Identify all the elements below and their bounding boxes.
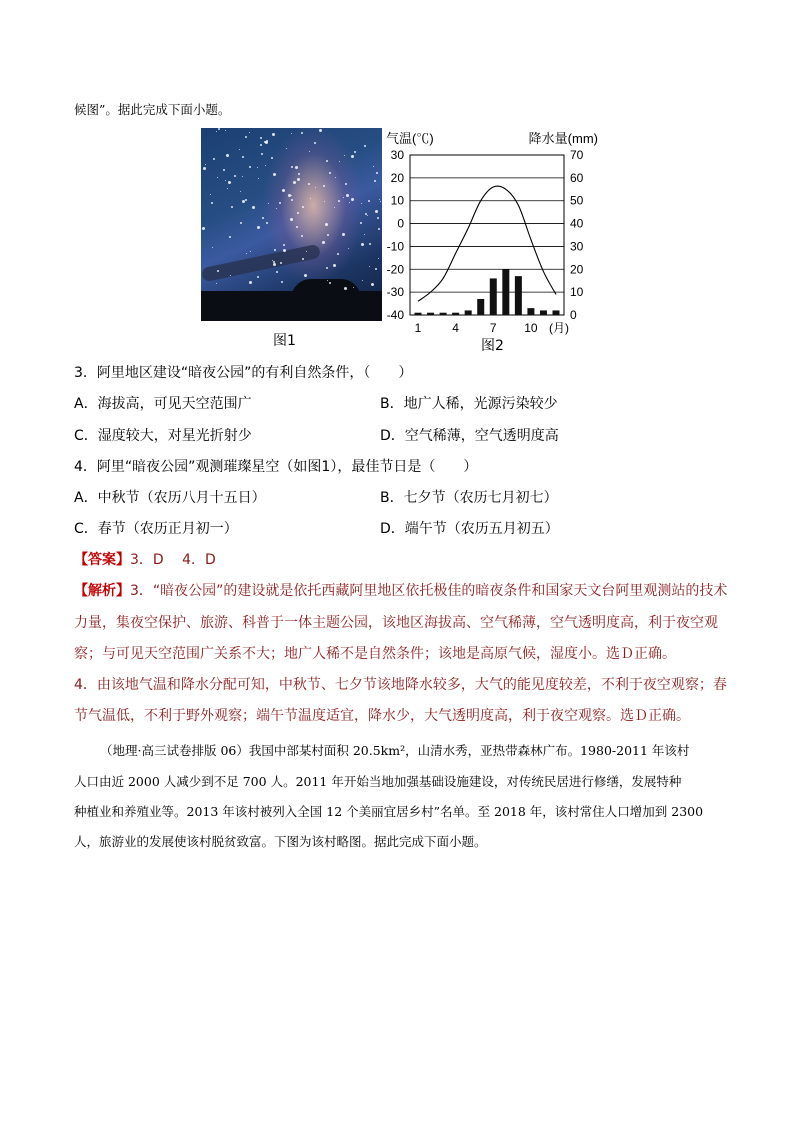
star-dot (368, 200, 370, 202)
star-dot (240, 222, 242, 224)
precipitation-bar (515, 276, 522, 315)
star-dot (218, 128, 220, 130)
ground-silhouette (201, 291, 382, 321)
star-dot (257, 276, 259, 278)
star-dot (345, 183, 347, 185)
star-dot (371, 283, 374, 286)
passage-line-1: （地理·高三试卷排版 06）我国中部某村面积 20.5km²，山清水秀，亚热带森林广布。1980-2011 年该村 (100, 743, 690, 758)
precipitation-bar (527, 308, 534, 315)
star-dot (297, 178, 300, 181)
figure1-caption: 图1 (273, 333, 296, 349)
star-dot (365, 213, 367, 215)
star-dot (338, 200, 340, 202)
cloud-shape (201, 244, 321, 283)
question-4-stem: 4．阿里“暗夜公园”观测璀璨星空（如图1），最佳节日是（ ） (74, 459, 478, 475)
star-dot (378, 258, 379, 259)
star-dot (333, 264, 336, 267)
star-dot (326, 267, 328, 269)
y-left-tick-label: -40 (386, 308, 404, 322)
star-dot (225, 130, 226, 131)
q3-option-a: A．海拔高，可见天空范围广 (74, 396, 252, 412)
y-right-tick-label: 40 (570, 216, 584, 231)
star-dot (271, 157, 273, 159)
star-dot (327, 234, 329, 236)
figure2-caption: 图2 (481, 338, 504, 354)
precipitation-bar (415, 313, 422, 315)
analysis-tag: 【解析】 (74, 583, 130, 599)
star-dot (268, 203, 269, 204)
star-dot (314, 142, 316, 144)
star-dot (245, 136, 247, 138)
star-dot (367, 215, 368, 216)
star-dot (334, 207, 335, 208)
star-dot (376, 172, 378, 174)
precipitation-bar (452, 313, 459, 315)
star-dot (326, 160, 328, 162)
star-dot (210, 194, 211, 195)
analysis-text-1: 3．“暗夜公园”的建设就是依托西藏阿里地区依托极佳的暗夜条件和国家天文台阿里观测站的技术 (130, 583, 728, 599)
star-dot (272, 133, 275, 136)
star-dot (337, 253, 339, 255)
plot-frame (410, 155, 564, 315)
precipitation-bar (440, 313, 447, 315)
star-dot (351, 155, 354, 158)
x-unit-label: (月) (549, 321, 569, 335)
star-dot (249, 132, 250, 133)
star-dot (293, 181, 296, 184)
q3-option-c: C．湿度较大，对星光折射少 (74, 428, 252, 444)
q4-option-c: C．春节（农历正月初一） (74, 521, 238, 537)
star-dot (378, 228, 380, 230)
star-dot (296, 226, 298, 228)
star-dot (291, 199, 293, 201)
star-dot (242, 200, 245, 203)
answer-tag: 【答案】 (74, 552, 130, 568)
star-dot (364, 145, 366, 147)
star-dot (360, 222, 362, 224)
y-right-tick-label: 70 (570, 148, 584, 162)
star-dot (234, 175, 236, 177)
star-dot (362, 280, 363, 281)
star-dot (308, 183, 310, 185)
star-dot (349, 202, 350, 203)
star-dot (364, 234, 365, 235)
star-dot (240, 191, 241, 192)
star-dot (354, 151, 356, 153)
star-dot (339, 161, 340, 162)
star-dot (203, 167, 206, 170)
star-dot (310, 198, 311, 199)
q4-option-a: A．中秋节（农历八月十五日） (74, 490, 266, 506)
star-dot (258, 178, 259, 179)
star-dot (346, 194, 349, 197)
star-dot (348, 248, 349, 249)
answer-line (74, 549, 724, 569)
star-dot (276, 271, 278, 273)
star-dot (202, 227, 205, 230)
star-dot (260, 144, 262, 146)
temperature-line-group (418, 186, 556, 301)
x-tick-label: 1 (414, 321, 422, 335)
star-dot (276, 208, 277, 209)
y-right-tick-label: 10 (570, 285, 584, 300)
chart-grid (410, 155, 564, 315)
y-left-tick-label: 10 (390, 193, 404, 208)
star-dot (375, 210, 378, 213)
star-dot (250, 251, 251, 252)
star-dot (249, 281, 252, 284)
y-right-tick-label: 20 (570, 262, 584, 277)
precipitation-bar (465, 310, 472, 315)
star-dot (375, 268, 377, 270)
y-right-tick-label: 60 (570, 170, 584, 185)
star-dot (274, 249, 276, 251)
q3-option-d: D．空气稀薄，空气透明度高 (380, 428, 559, 444)
passage-line-4: 人，旅游业的发展使该村脱贫致富。下图为该村略图。据此完成下面小题。 (74, 834, 487, 849)
star-dot (283, 244, 285, 246)
star-dot (266, 222, 268, 224)
star-dot (228, 181, 231, 184)
analysis-line-4: 4．由该地气温和降水分配可知，中秋节、七夕节该地降水较多，大气的能见度较差，不利于夜空观察；春 (74, 677, 727, 693)
q4-option-d: D．端午节（农历五月初五） (380, 521, 559, 537)
star-dot (344, 155, 345, 156)
star-dot (249, 166, 251, 168)
precipitation-bar (502, 269, 509, 315)
star-dot (223, 169, 225, 171)
analysis-line-1 (74, 580, 728, 600)
star-dot (281, 281, 283, 283)
y-right-tick-label: 50 (570, 193, 584, 208)
star-dot (344, 287, 347, 290)
star-dot (361, 203, 362, 204)
milky-way-photo (201, 128, 382, 321)
analysis-line-3: 察；与可见天空范围广关系不大；地广人稀不是自然条件；该地是高原气候，湿度小。选Ｄ正确。 (74, 646, 676, 662)
star-dot (261, 153, 263, 155)
star-dot (319, 129, 322, 132)
star-dot (239, 149, 240, 150)
star-dot (302, 206, 304, 208)
analysis-line-2: 力量，集夜空保护、旅游、科普于一体主题公园，该地区海拔高、空气稀薄，空气透明度高，利于夜空观 (74, 615, 718, 631)
star-dot (298, 173, 300, 175)
star-dot (252, 206, 255, 209)
star-dot (327, 280, 328, 281)
star-dot (242, 176, 243, 177)
precipitation-bar (490, 278, 497, 315)
star-dot (257, 226, 260, 229)
star-dot (342, 233, 345, 236)
star-dot (335, 177, 336, 178)
question-3-stem: 3．阿里地区建设“暗夜公园”的有利自然条件，（ ） (74, 365, 413, 381)
y-left-tick-label: -10 (386, 239, 404, 254)
star-dot (257, 167, 258, 168)
star-dot (217, 177, 218, 178)
star-dot (227, 188, 228, 189)
temperature-line (418, 186, 556, 301)
star-dot (373, 166, 374, 167)
star-dot (265, 141, 268, 144)
star-dot (213, 158, 215, 160)
star-dot (246, 253, 247, 254)
x-tick-label: 10 (524, 321, 538, 335)
star-dot (377, 217, 379, 219)
star-dot (225, 180, 226, 181)
star-dot (315, 187, 316, 188)
y-left-tick-label: 0 (397, 216, 404, 231)
y-right-tick-label: 0 (570, 308, 577, 322)
y-left-tick-label: -20 (386, 262, 404, 277)
climate-chart (382, 128, 602, 353)
star-dot (265, 165, 266, 166)
q4-option-b: B．七夕节（农历七月初七） (380, 490, 558, 506)
y-left-tick-label: -30 (386, 285, 404, 300)
precipitation-bar (540, 310, 547, 315)
star-dot (216, 131, 217, 132)
star-dot (245, 199, 247, 201)
star-dot (286, 148, 287, 149)
star-dot (301, 235, 303, 237)
star-dot (361, 243, 364, 246)
star-dot (217, 270, 219, 272)
star-dot (309, 151, 310, 152)
lead-text: 候图”。据此完成下面小题。 (74, 102, 231, 117)
passage-line-3: 种植业和养殖业等。2013 年该村被列入全国 12 个美丽宜居乡村”名单。至 2018 年，该村常住人口增加到 2300 (74, 804, 704, 819)
y-left-tick-label: 20 (390, 170, 404, 185)
star-dot (290, 218, 293, 221)
passage-line-2: 人口由近 2000 人减少到不足 700 人。2011 年开始当地加强基础设施建设，对传统民居进行修缮，发展特种 (74, 774, 682, 789)
y-right-axis-label: 降水量(mm) (528, 131, 598, 146)
star-dot (212, 247, 213, 248)
star-dot (343, 197, 344, 198)
y-left-axis-label: 气温(℃) (386, 131, 434, 146)
star-dot (304, 274, 307, 277)
star-dot (262, 217, 264, 219)
star-dot (205, 164, 206, 165)
star-dot (325, 223, 328, 226)
star-dot (260, 137, 262, 139)
star-dot (291, 195, 292, 196)
star-dot (291, 133, 292, 134)
star-dot (226, 154, 229, 157)
star-dot (297, 212, 299, 214)
star-dot (374, 180, 376, 182)
star-dot (216, 283, 217, 284)
star-dot (323, 185, 325, 187)
star-dot (369, 243, 371, 245)
answer-text: 3．D 4．D (130, 552, 216, 568)
analysis-line-5: 节气温低，不利于野外观察；端午节温度适宜，降水少，大气透明度高，利于夜空观察。选Ｄ正确。 (74, 708, 690, 724)
star-dot (351, 198, 354, 201)
star-dot (324, 201, 325, 202)
precipitation-bar (427, 313, 434, 315)
x-tick-label: 4 (452, 321, 459, 335)
precipitation-bar (553, 310, 560, 315)
star-dot (291, 166, 293, 168)
x-tick-label: 7 (489, 321, 497, 335)
star-dot (329, 172, 331, 174)
star-dot (279, 202, 281, 204)
y-right-tick-label: 30 (570, 239, 584, 254)
y-left-tick-label: 30 (390, 148, 404, 162)
star-dot (211, 202, 213, 204)
star-dot (273, 263, 276, 266)
precipitation-bar (477, 299, 484, 315)
q3-option-b: B．地广人稀，光源污染较少 (380, 396, 558, 412)
star-dot (295, 166, 298, 169)
star-dot (231, 206, 233, 208)
star-dot (282, 189, 285, 192)
star-dot (322, 241, 325, 244)
star-dot (369, 266, 370, 267)
star-dot (273, 173, 276, 176)
star-dot (242, 156, 244, 158)
star-dot (229, 236, 231, 238)
star-dot (301, 132, 303, 134)
